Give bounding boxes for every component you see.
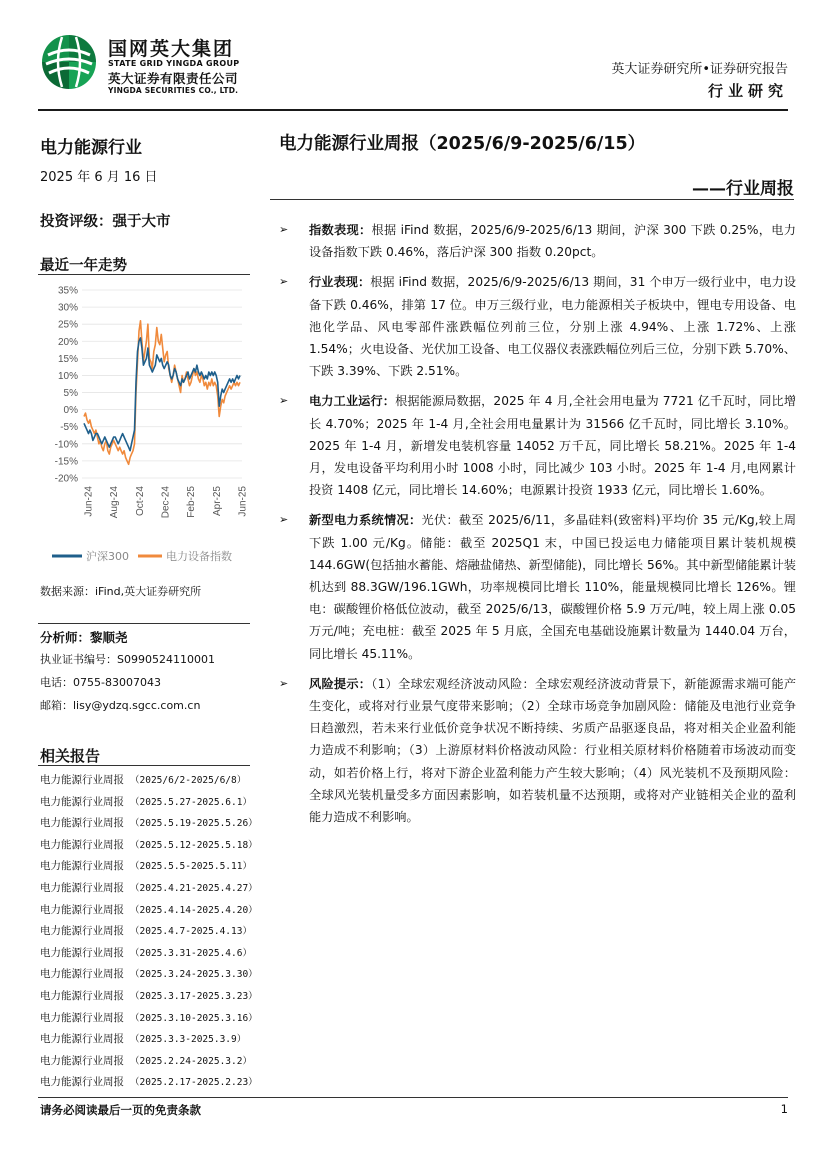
institute-label: 英大证券研究所•证券研究报告 (611, 62, 788, 77)
x-tick-label: Oct-24 (134, 486, 146, 517)
related-report-item[interactable] (40, 815, 258, 837)
analyst-name: 分析师：黎顺尧 (40, 630, 128, 645)
summary-sections (279, 219, 796, 836)
related-report-item[interactable] (40, 858, 255, 880)
related-report-item[interactable] (40, 1074, 258, 1096)
y-tick-label: -20% (54, 473, 78, 485)
related-report-item[interactable] (40, 772, 255, 794)
arrow-bullet-icon: ➢ (279, 513, 289, 527)
analyst-cert: 执业证书编号：S0990524110001 (40, 653, 215, 666)
related-report-name: 电力能源行业周报 (40, 903, 124, 916)
y-tick-label: -10% (54, 439, 78, 451)
legend-label-csi300: 沪深300 (86, 550, 129, 563)
section-label: 行业表现： (309, 275, 371, 290)
logo-company-name: 英大证券有限责任公司 (108, 71, 239, 86)
y-tick-label: 10% (57, 370, 78, 382)
related-report-date: （2025.3.17-2025.3.23） (130, 990, 258, 1002)
x-tick-label: Feb-25 (186, 486, 198, 518)
x-tick-label: Dec-24 (160, 486, 172, 519)
related-reports-title: 相关报告 (40, 747, 101, 765)
related-report-date: （2025.3.24-2025.3.30） (130, 969, 258, 981)
related-report-date: （2025.5.19-2025.5.26） (130, 818, 258, 830)
y-tick-label: 35% (57, 285, 78, 297)
analyst-divider (38, 623, 250, 624)
related-report-date: （2025.5.5-2025.5.11） (130, 861, 252, 873)
related-report-name: 电力能源行业周报 (40, 795, 124, 808)
arrow-bullet-icon: ➢ (279, 394, 289, 408)
title-divider (270, 199, 794, 200)
y-tick-label: 0% (63, 405, 78, 417)
related-report-date: （2025/6/2-2025/6/8） (130, 775, 247, 786)
arrow-bullet-icon: ➢ (279, 676, 289, 690)
section-risk-warning (279, 673, 796, 828)
page-number: 1 (780, 1102, 788, 1116)
header-divider (38, 109, 788, 111)
x-tick-label: Jun-25 (237, 486, 249, 517)
arrow-bullet-icon: ➢ (279, 223, 289, 236)
trend-title: 最近一年走势 (40, 258, 127, 274)
related-report-date: （2025.3.31-2025.4.6） (130, 947, 252, 959)
related-report-date: （2025.5.27-2025.6.1） (130, 796, 252, 808)
disclaimer-note: 请务必阅读最后一页的免责条款 (40, 1103, 201, 1117)
related-report-name: 电力能源行业周报 (40, 968, 124, 981)
y-tick-label: 20% (57, 336, 78, 348)
report-subtitle: ——行业周报 (692, 179, 794, 199)
related-report-item[interactable] (40, 966, 258, 988)
related-reports-list (40, 772, 258, 1096)
legend-label-power-equipment: 电力设备指数 (166, 550, 232, 563)
logo-company-name-en: YINGDA SECURITIES CO., LTD. (108, 86, 239, 95)
related-report-name: 电力能源行业周报 (40, 1033, 124, 1046)
report-category: 行业研究 (707, 82, 788, 100)
related-report-date: （2025.2.17-2025.2.23） (130, 1077, 258, 1089)
investment-rating: 投资评级：强于大市 (40, 214, 171, 230)
section-text: 根据能源局数据，2025 年 4 月,全社会用电量为 7721 亿千瓦时，同比增长 4.70%；2025 年 1-4 月,全社会用电量累计为 31566 亿千瓦时，同比增长 3.10%。2025 年 1-4 月，新增发电装机容量 14052 万千瓦，同比增长 58.21%。2025 年 1-4 月，发电设备平均利用小时 1008 小时，同比减少 103 小时。2025 年 1-4 月,电网累计投资 1408 亿元，同比增长 14.60%；电源累计投资 1933 亿元，同比增长 1.60%。 (309, 394, 797, 498)
related-report-name: 电力能源行业周报 (40, 860, 124, 873)
section-text: 光伏：截至 2025/6/11，多晶硅料(致密料)平均价 35 元/Kg,较上周下跌 1.00 元/Kg。储能：截至 2025Q1 末，中国已投运电力储能项目累计装机规模 144.6GW(包括抽水蓄能、熔融盐储热、新型储能)，同比增长 56%。其中新型储能累计装机达到 88.3GW/196.1GWh，功率规模同比增长 110%，能量规模同比增长 126%。锂电：碳酸锂价格低位波动，截至 2025/6/13，碳酸锂价格 5.9 万元/吨，较上周上涨 0.05 万元/吨；充电桩：截至 2025 年 5 月底，全国充电基础设施累计数量为 1440.04 万台，同比增长 45.11%。 (309, 513, 797, 661)
y-tick-label: 15% (57, 353, 78, 365)
section-text: 根据 iFind 数据，2025/6/9-2025/6/13 期间，沪深 300 下跌 0.25%，电力设备指数下跌 0.46%，落后沪深 300 指数 0.20pct。 (309, 223, 796, 260)
related-report-date: （2025.4.21-2025.4.27） (130, 882, 258, 894)
data-source: 数据来源：iFind,英大证券研究所 (40, 585, 202, 598)
related-report-item[interactable] (40, 902, 258, 924)
trend-chart (38, 282, 250, 572)
related-report-date: （2025.2.24-2025.3.2） (130, 1055, 252, 1067)
section-text: （1）全球宏观经济波动风险：全球宏观经济波动背景下，新能源需求端可能产生变化，或将对行业景气度带来影响；（2）全球市场竞争加剧风险：储能及电池行业竞争日趋激烈，若未来行业低价竞争状况不断持续、劣质产品驱逐良品，将对相关企业盈利能力造成不利影响；（3）上游原材料价格波动风险：行业相关原材料价格随着市场波动而变动，如若价格上行，将对下游企业盈利能力产生较大影响；（4）风光装机不及预期风险：全球风光装机量受多方面因素影响，如若装机量不达预期，或将对产业链相关企业的盈利能力造成不利影响。 (309, 676, 797, 825)
x-tick-label: Jun-24 (83, 486, 95, 517)
related-report-name: 电力能源行业周报 (40, 838, 124, 851)
related-report-date: （2025.4.7-2025.4.13） (130, 926, 252, 938)
y-tick-label: 25% (57, 319, 78, 331)
related-report-name: 电力能源行业周报 (40, 774, 124, 786)
section-label: 电力工业运行： (309, 394, 396, 409)
related-report-item[interactable] (40, 923, 255, 945)
section-text: 根据 iFind 数据，2025/6/9-2025/6/13 期间，31 个申万一级行业中，电力设备下跌 0.46%，排第 17 位。申万三级行业，电力能源相关子板块中，锂电专用设备、电池化学品、风电零部件涨跌幅位列前三位，分别上涨 4.94%、上涨 1.72%、上涨 1.54%；火电设备、光伏加工设备、电工仪器仪表涨跌幅位列后三位，分别下跌 5.70%、下跌 3.39%、下跌 2.51%。 (309, 275, 797, 379)
trend-divider (38, 274, 250, 275)
related-divider (38, 765, 250, 766)
related-report-name: 电力能源行业周报 (40, 925, 124, 938)
series-line-0 (84, 338, 240, 451)
industry-name: 电力能源行业 (40, 138, 142, 158)
section-label: 新型电力系统情况： (309, 513, 422, 528)
x-tick-label: Aug-24 (109, 486, 121, 519)
section-power-industry (279, 390, 796, 501)
logo-group-name-en: STATE GRID YINGDA GROUP (108, 59, 240, 68)
report-title: 电力能源行业周报（2025/6/9-2025/6/15） (279, 134, 646, 154)
related-report-item[interactable] (40, 880, 258, 902)
section-new-power-system (279, 509, 796, 664)
x-tick-label: Apr-25 (211, 486, 223, 517)
related-report-name: 电力能源行业周报 (40, 989, 124, 1002)
related-report-item[interactable] (40, 945, 255, 967)
section-label: 风险提示： (309, 676, 372, 691)
related-report-date: （2025.4.14-2025.4.20） (130, 904, 258, 916)
related-report-date: （2025.5.12-2025.5.18） (130, 839, 258, 851)
report-date: 2025 年 6 月 16 日 (40, 170, 158, 185)
y-tick-label: 30% (57, 302, 78, 314)
section-index-performance (279, 219, 796, 263)
related-report-name: 电力能源行业周报 (40, 946, 124, 959)
section-label: 指数表现： (309, 223, 372, 237)
related-report-item[interactable] (40, 837, 258, 859)
related-report-item[interactable] (40, 988, 258, 1010)
arrow-bullet-icon: ➢ (279, 275, 289, 289)
related-report-name: 电力能源行业周报 (40, 1011, 124, 1024)
yingda-logo-icon (40, 33, 98, 91)
related-report-name: 电力能源行业周报 (40, 817, 124, 830)
analyst-phone: 电话：0755-83007043 (40, 676, 161, 689)
related-report-item[interactable] (40, 794, 255, 816)
related-report-date: （2025.3.3-2025.3.9） (130, 1034, 247, 1046)
related-report-item[interactable] (40, 1010, 258, 1032)
analyst-email: 邮箱：lisy@ydzq.sgcc.com.cn (40, 699, 201, 712)
related-report-date: （2025.3.10-2025.3.16） (130, 1012, 258, 1024)
related-report-item[interactable] (40, 1053, 255, 1075)
related-report-name: 电力能源行业周报 (40, 1054, 124, 1067)
y-tick-label: -15% (54, 456, 78, 468)
y-tick-label: -5% (60, 422, 78, 434)
logo-group-name: 国网英大集团 (108, 38, 235, 60)
related-report-item[interactable] (40, 1031, 255, 1053)
section-industry-performance (279, 271, 796, 382)
related-report-name: 电力能源行业周报 (40, 1076, 124, 1089)
y-tick-label: 5% (63, 388, 78, 400)
footer-divider (38, 1097, 788, 1098)
related-report-name: 电力能源行业周报 (40, 881, 124, 894)
